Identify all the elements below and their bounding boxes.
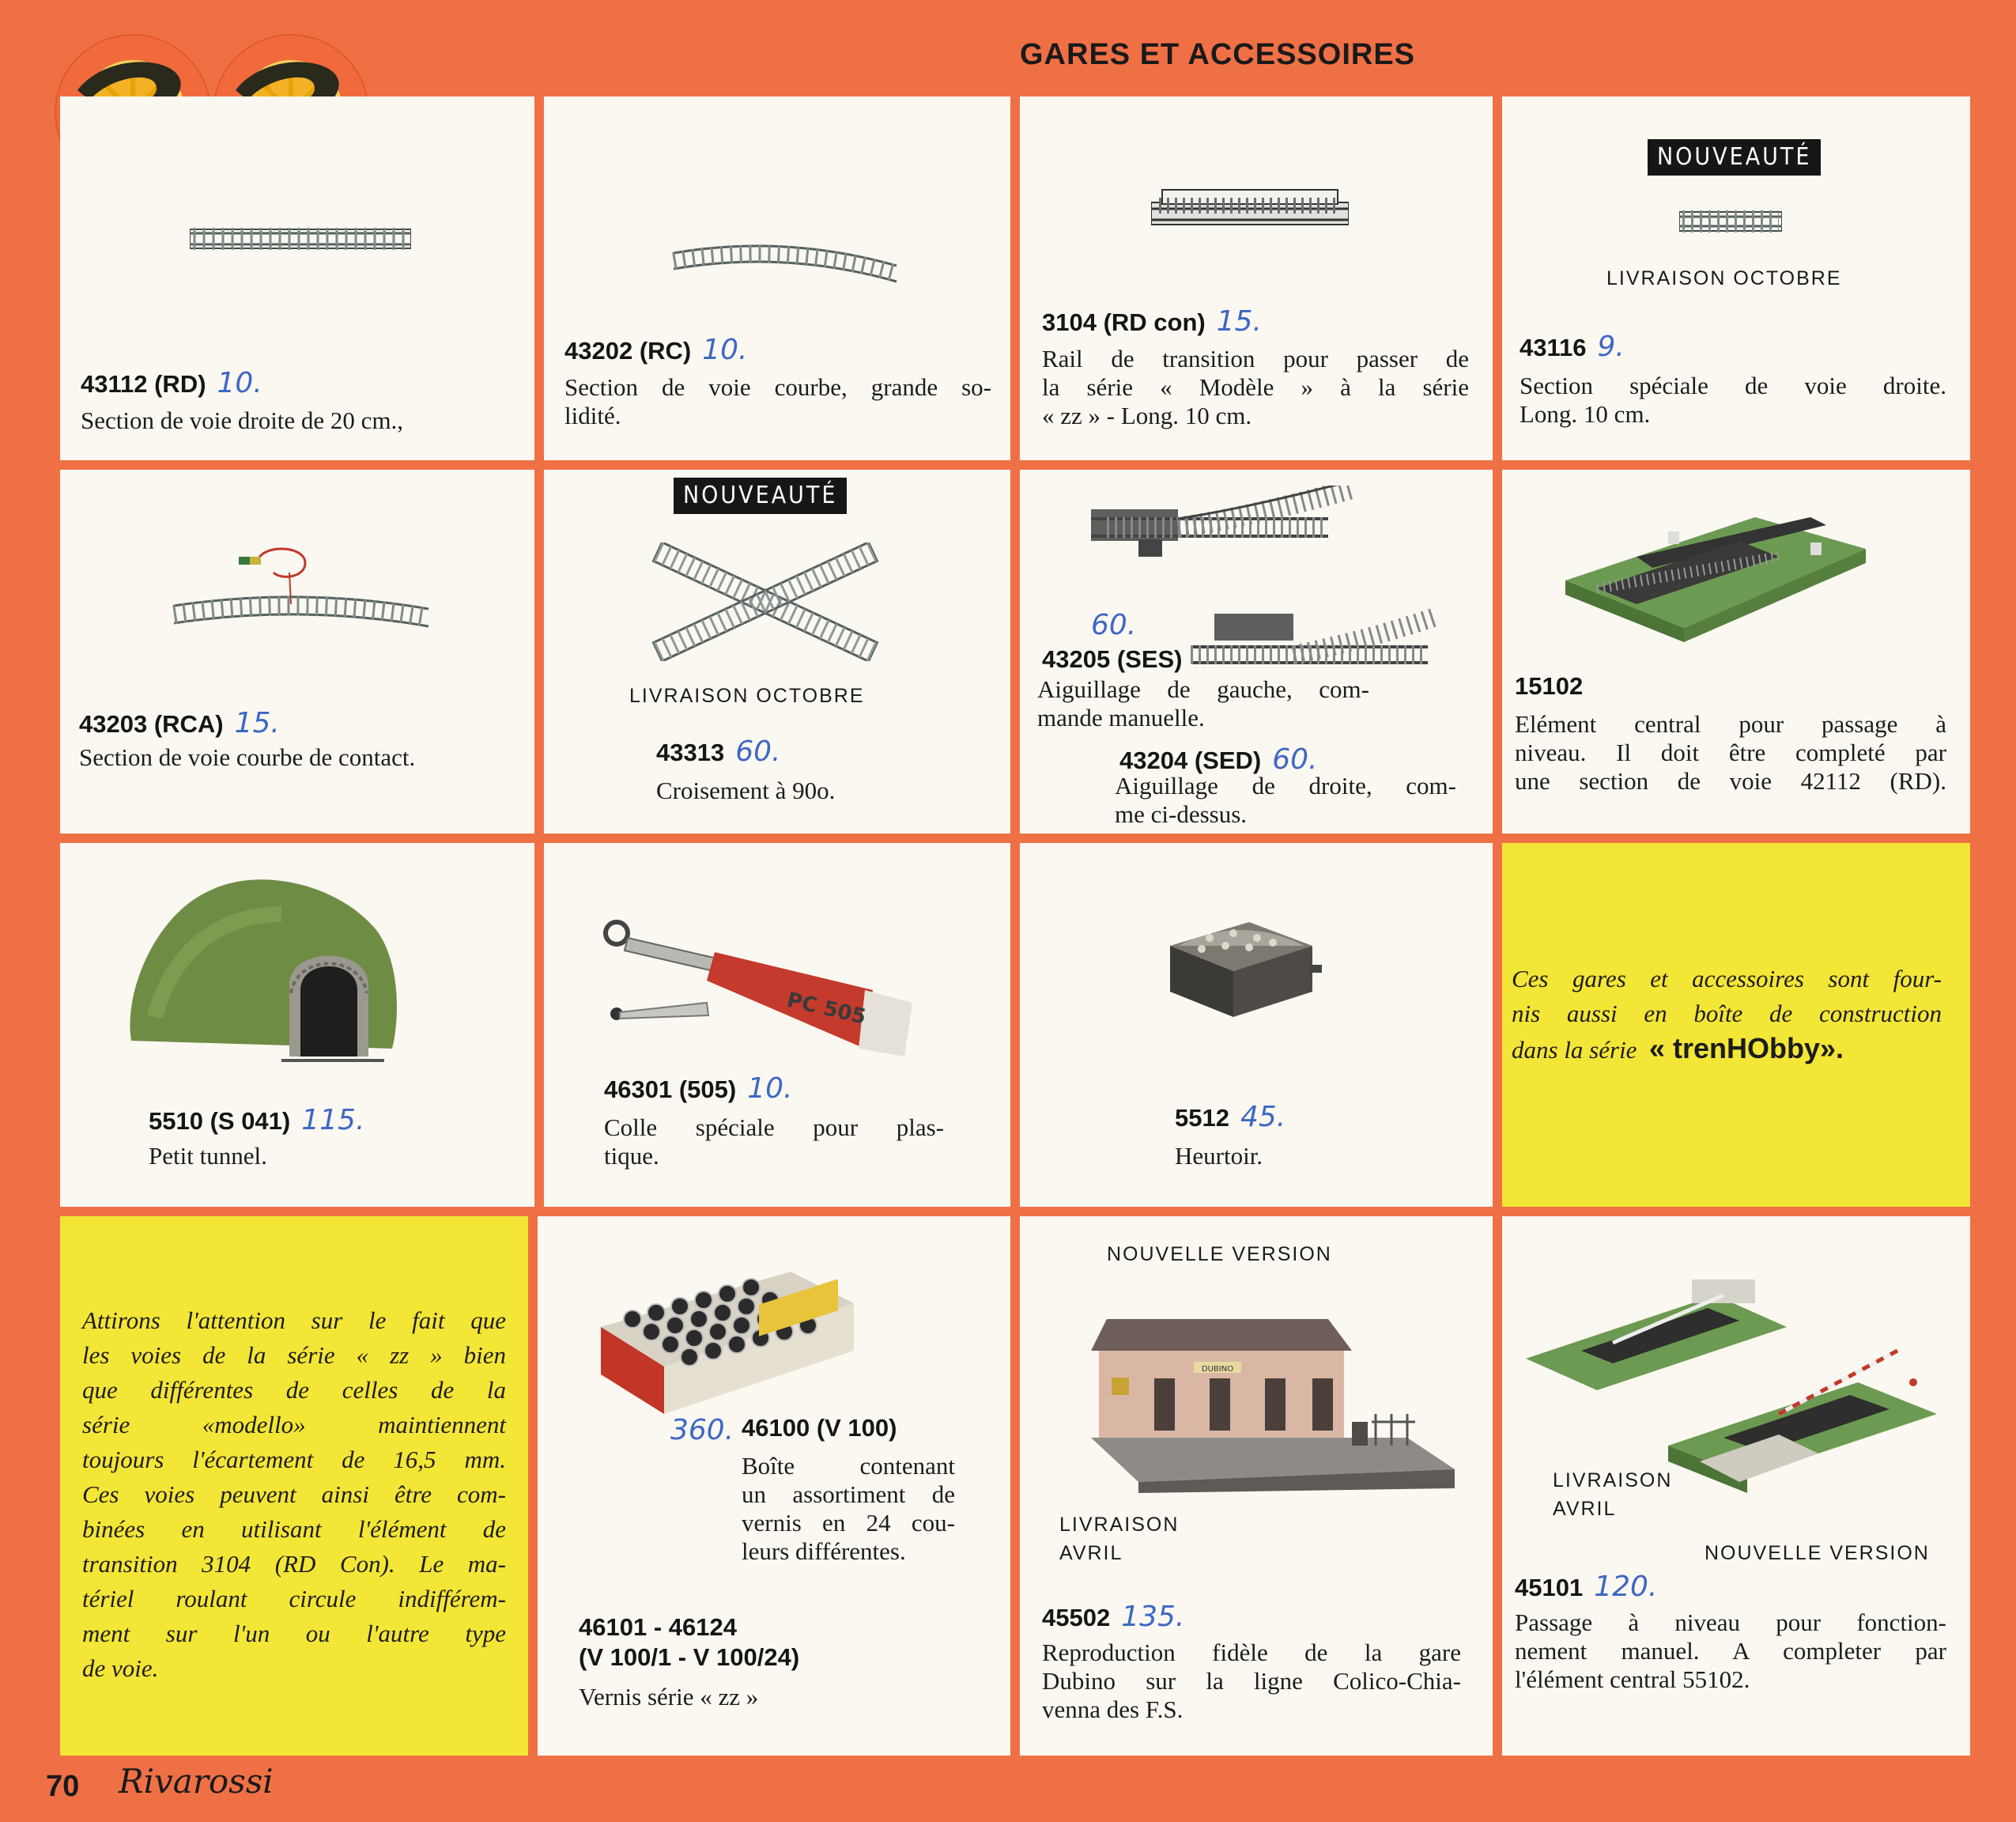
product-description-line: Elément central pour passage à (1515, 710, 1946, 738)
code-text: 43203 (RCA) (79, 710, 224, 738)
product-code: (V 100/1 - V 100/24) (579, 1643, 800, 1671)
note-line: transition 3104 (RD Con). Le ma- (82, 1550, 506, 1578)
product-code (79, 707, 280, 739)
product-code (1520, 331, 1625, 363)
handwritten-price: 60. (735, 735, 781, 768)
product-description: Croisement à 90o. (656, 777, 836, 804)
product-cell-46100 (538, 1216, 1010, 1756)
code-text: 43204 (SED) (1119, 747, 1262, 774)
handwritten-price: 10. (217, 367, 262, 399)
tunnel-image (123, 859, 408, 1072)
handwritten-price: 45. (1240, 1101, 1286, 1133)
product-description: Section de voie courbe de contact. (79, 743, 416, 771)
nouveaute-badge: NOUVEAUTÉ (675, 479, 845, 512)
product-cell-46301 (544, 843, 1010, 1207)
central-crossing-element-image (1550, 509, 1882, 644)
note-line: Ces voies peuvent ainsi être com- (82, 1480, 506, 1508)
right-turnout-image (1191, 601, 1444, 672)
product-description-line: Section de voie courbe, grande so- (564, 373, 991, 401)
crossing-track-image (647, 542, 884, 661)
code-text: 43112 (RD) (81, 370, 206, 398)
code-text: 5512 (1175, 1104, 1229, 1132)
code-text: 46301 (505) (604, 1075, 737, 1103)
note-line: série «modello» maintiennent (82, 1411, 506, 1438)
product-description-line: mande manuelle. (1037, 704, 1205, 731)
product-cell-45101 (1502, 1216, 1970, 1756)
product-code (81, 367, 262, 399)
brand-logo: Rivarossi (119, 1762, 274, 1801)
product-code (604, 1072, 792, 1105)
product-code (1042, 305, 1262, 338)
product-description: Heurtoir. (1175, 1142, 1263, 1170)
note-line: binées en utilisant l'élément de (82, 1515, 506, 1543)
product-description-line: Reproduction fidèle de la gare (1042, 1639, 1461, 1666)
left-turnout-image (1091, 486, 1360, 565)
product-code: 46100 (V 100) (742, 1414, 897, 1442)
product-cell-5510 (60, 843, 534, 1207)
product-description-line: leurs différentes. (742, 1537, 906, 1565)
product-cell-43313 (544, 470, 1010, 834)
product-cell-43112 (60, 96, 534, 460)
buffer-stop-image (1154, 914, 1328, 1025)
dubino-station-image (1091, 1295, 1463, 1493)
code-text: 45101 (1515, 1574, 1584, 1601)
product-description-line: une section de voie 42112 (RD). (1515, 767, 1946, 795)
version-label: NOUVELLE VERSION (1705, 1542, 1930, 1564)
contact-curve-track-image (171, 541, 432, 628)
product-cell-15102 (1502, 470, 1970, 834)
code-text: 5510 (S 041) (149, 1107, 291, 1135)
product-cell-43203 (60, 470, 534, 834)
hobby-note-cell (1502, 843, 1970, 1207)
code-text: 3104 (RD con) (1042, 308, 1206, 336)
product-description-line: venna des F.S. (1042, 1695, 1184, 1723)
product-description-line: Aiguillage de gauche, com- (1037, 675, 1369, 703)
note-line: les voies de la série « zz » bien (82, 1341, 506, 1369)
paint-box-image (593, 1264, 862, 1422)
handwritten-price: 360. (670, 1414, 734, 1446)
tube-label-text: PC 505 (784, 988, 869, 1030)
delivery-label: LIVRAISON (1059, 1514, 1180, 1536)
product-cell-3104 (1020, 96, 1493, 460)
page-title: GARES ET ACCESSOIRES (1020, 38, 1416, 71)
curved-track-image (670, 229, 900, 285)
product-description: Section de voie droite de 20 cm., (81, 406, 404, 434)
product-description-line: Boîte contenant (742, 1452, 955, 1480)
handwritten-price: 15. (234, 707, 280, 739)
product-code (1515, 1571, 1657, 1603)
product-cell-5512 (1020, 843, 1493, 1207)
product-description-line: lidité. (564, 402, 621, 429)
note-text: dans la série (1512, 1036, 1637, 1064)
version-label: NOUVELLE VERSION (1107, 1243, 1332, 1265)
delivery-label: AVRIL (1059, 1542, 1123, 1564)
product-description-line: nement manuel. A completer par (1515, 1637, 1946, 1665)
handwritten-price: 60. (1091, 609, 1137, 641)
note-line: Ces gares et accessoires sont four- (1512, 965, 1942, 992)
product-code (564, 334, 748, 366)
product-code: 15102 (1515, 672, 1584, 700)
handwritten-price: 9. (1597, 331, 1625, 363)
transition-rail-image (1151, 185, 1349, 232)
product-description-line: Passage à niveau pour fonction- (1515, 1608, 1946, 1636)
nouveaute-badge: NOUVEAUTÉ (1649, 141, 1819, 174)
note-line: toujours l'écartement de 16,5 mm. (82, 1446, 506, 1473)
product-code: 46101 - 46124 (579, 1613, 737, 1641)
note-line: nis aussi en boîte de construction (1512, 1000, 1942, 1027)
note-line: ment sur l'un ou l'autre type (82, 1620, 506, 1647)
handwritten-price: 60. (1272, 743, 1318, 776)
product-description-line: niveau. Il doit être completé par (1515, 739, 1946, 766)
delivery-label: LIVRAISON (1553, 1469, 1673, 1491)
product-code (1042, 1601, 1184, 1633)
delivery-label: AVRIL (1553, 1498, 1617, 1520)
product-description: Vernis série « zz » (579, 1683, 759, 1710)
handwritten-price: 10. (702, 334, 748, 366)
product-description-line: me ci-dessus. (1115, 800, 1248, 828)
handwritten-price: 15. (1216, 305, 1262, 338)
product-code (1119, 743, 1317, 776)
product-cell-43205-43204 (1020, 470, 1493, 834)
product-code (1175, 1101, 1285, 1133)
code-text: 43313 (656, 739, 725, 766)
product-description-line: un assortiment de (742, 1480, 955, 1508)
delivery-label: LIVRAISON OCTOBRE (629, 685, 865, 707)
handwritten-price: 115. (301, 1104, 365, 1136)
product-description: Petit tunnel. (149, 1142, 267, 1170)
handwritten-price: 135. (1121, 1601, 1185, 1633)
product-cell-43202 (544, 96, 1010, 460)
product-description-line: Aiguillage de droite, com- (1115, 772, 1456, 799)
product-description-line: « zz » - Long. 10 cm. (1042, 402, 1252, 429)
product-cell-43116 (1502, 96, 1970, 460)
note-line: que différentes de celles de la (82, 1376, 506, 1404)
product-description-line: Rail de transition pour passer de (1042, 345, 1469, 372)
product-code (149, 1104, 364, 1136)
trenhobby-brand: « trenHObby». (1648, 1032, 1844, 1064)
glue-tube-image (596, 914, 928, 1072)
code-text: 45502 (1042, 1604, 1111, 1631)
product-description-line: Section spéciale de voie droite. (1520, 372, 1946, 399)
product-code (656, 735, 780, 768)
product-description-line: Long. 10 cm. (1520, 400, 1651, 428)
short-straight-track-image (1679, 207, 1782, 236)
note-line (1512, 1031, 1942, 1068)
handwritten-price: 120. (1594, 1571, 1658, 1603)
note-line: de voie. (82, 1654, 159, 1682)
product-description-line: la série « Modèle » à la série (1042, 373, 1469, 401)
product-description-line: tique. (604, 1142, 659, 1170)
handwritten-price: 10. (747, 1072, 793, 1105)
note-line: Attirons l'attention sur le fait que (82, 1306, 506, 1334)
product-cell-45502 (1020, 1216, 1493, 1756)
product-description-line: l'élément central 55102. (1515, 1665, 1750, 1693)
product-description-line: Colle spéciale pour plas- (604, 1113, 944, 1141)
code-text: 43116 (1520, 334, 1587, 361)
product-code: 43205 (SES) (1042, 645, 1183, 673)
station-sign-text: DUBINO (1201, 1365, 1234, 1374)
code-text: 43202 (RC) (564, 337, 692, 365)
attention-note-cell (60, 1216, 528, 1756)
page-number: 70 (46, 1770, 80, 1803)
product-description-line: Dubino sur la ligne Colico-Chia- (1042, 1667, 1461, 1695)
product-description-line: vernis en 24 cou- (742, 1509, 955, 1537)
note-line: tériel roulant circule indifférem- (82, 1585, 506, 1612)
delivery-label: LIVRAISON OCTOBRE (1606, 267, 1842, 289)
straight-track-image (190, 223, 411, 255)
